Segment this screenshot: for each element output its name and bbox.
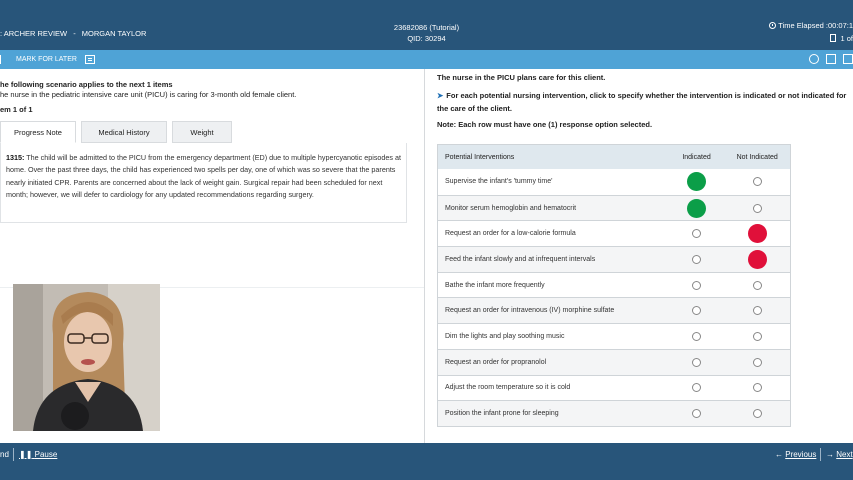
header-right xyxy=(769,19,853,45)
question-panel xyxy=(437,69,853,443)
intervention-label: Request an order for intravenous (IV) morphine sulfate xyxy=(445,307,615,315)
clock-icon xyxy=(769,22,776,29)
indicated-radio[interactable] xyxy=(692,281,701,290)
toolbar-tools xyxy=(809,54,853,64)
bottom-navigation xyxy=(0,443,853,480)
tab-medical-history[interactable]: Medical History xyxy=(81,121,167,143)
scenario-panel xyxy=(0,69,424,443)
intervention-label: Dim the lights and play soothing music xyxy=(445,332,565,340)
separator: - xyxy=(73,29,76,38)
intervention-label: Feed the infant slowly and at infrequent intervals xyxy=(445,255,596,263)
indicated-cell xyxy=(669,199,725,218)
flag-icon xyxy=(0,55,4,64)
arrow-icon: ➤ xyxy=(437,91,444,100)
col-header-not-indicated: Not Indicated xyxy=(736,153,778,161)
not-indicated-cell xyxy=(724,306,790,315)
header-center xyxy=(0,22,853,44)
indicated-cell xyxy=(669,332,725,341)
indicated-radio[interactable] xyxy=(692,383,701,392)
top-header xyxy=(0,0,853,50)
presenter-image xyxy=(13,284,160,431)
indicated-radio[interactable] xyxy=(692,306,701,315)
intervention-label: Adjust the room temperature so it is cold xyxy=(445,384,571,392)
instruction-text: For each potential nursing intervention, click to specify whether the intervention is indicated or not indicated for the care of the client. xyxy=(437,91,847,113)
indicated-radio[interactable] xyxy=(692,358,701,367)
not-indicated-radio[interactable] xyxy=(753,204,762,213)
item-counter: em 1 of 1 xyxy=(0,105,33,114)
table-row xyxy=(438,246,790,272)
question-note: Note: Each row must have one (1) response option selected. xyxy=(437,120,653,129)
indicated-radio[interactable] xyxy=(692,409,701,418)
not-indicated-radio[interactable] xyxy=(753,306,762,315)
not-indicated-radio[interactable] xyxy=(753,281,762,290)
not-indicated-cell xyxy=(724,250,790,269)
question-instruction xyxy=(437,90,853,115)
indicated-cell xyxy=(669,255,725,264)
page-counter: 1 of xyxy=(769,32,853,45)
user-name: MORGAN TAYLOR xyxy=(81,29,147,38)
note-body: The child will be admitted to the PICU from the emergency department (ED) due to multiple hypercyanotic episodes at home. Over the past three days, the child has experienced two spells per day, one of which was so severe that the parents nearly initiated CPR. Parents are concerned about the lack of weight gain. Surgical repair had been scheduled for next month; however, we will defer to cardiology for any updated recommendations regarding surgery. xyxy=(6,153,401,199)
divider xyxy=(13,448,14,461)
not-indicated-radio[interactable] xyxy=(748,250,767,269)
record-tabs xyxy=(0,121,237,143)
matrix-body xyxy=(438,169,790,426)
question-intro: The nurse in the PICU plans care for this client. xyxy=(437,73,606,82)
mark-for-later-label: MARK FOR LATER xyxy=(16,56,77,63)
indicated-radio[interactable] xyxy=(692,229,701,238)
not-indicated-radio[interactable] xyxy=(753,383,762,392)
not-indicated-cell xyxy=(724,204,790,213)
tab-progress-note[interactable]: Progress Note xyxy=(0,121,76,143)
arrow-left-icon: ← xyxy=(775,450,783,459)
gear-icon[interactable] xyxy=(809,54,819,64)
test-id: 23682086 (Tutorial) xyxy=(393,23,460,32)
webcam-video xyxy=(13,284,160,431)
col-header-indicated: Indicated xyxy=(682,153,711,161)
time-elapsed: Time Elapsed :00:07:1 xyxy=(769,19,853,32)
table-row xyxy=(438,297,790,323)
not-indicated-cell xyxy=(724,383,790,392)
previous-button[interactable]: ← Previous xyxy=(775,450,817,459)
table-row xyxy=(438,220,790,246)
not-indicated-radio[interactable] xyxy=(753,177,762,186)
not-indicated-cell xyxy=(724,224,790,243)
indicated-radio[interactable] xyxy=(692,255,701,264)
next-button[interactable]: → Next xyxy=(826,450,853,459)
end-button[interactable]: nd xyxy=(0,450,9,459)
page-icon xyxy=(830,34,836,42)
table-row xyxy=(438,349,790,375)
table-row xyxy=(438,195,790,221)
progress-note-text xyxy=(6,152,404,201)
intervention-label: Monitor serum hemoglobin and hematocrit xyxy=(445,204,577,212)
pipe-separator: : xyxy=(0,29,3,38)
not-indicated-radio[interactable] xyxy=(753,332,762,341)
table-row xyxy=(438,169,790,195)
divider xyxy=(820,448,821,461)
not-indicated-radio[interactable] xyxy=(753,358,762,367)
indicated-cell xyxy=(669,358,725,367)
calculator-icon[interactable] xyxy=(843,54,853,64)
indicated-cell xyxy=(669,172,725,191)
mark-for-later-button[interactable] xyxy=(0,55,95,64)
notes-icon[interactable] xyxy=(826,54,836,64)
note-time: 1315: xyxy=(6,153,25,162)
table-row xyxy=(438,323,790,349)
col-header-interventions: Potential Interventions xyxy=(445,153,515,161)
table-row xyxy=(438,400,790,426)
intervention-label: Request an order for propranolol xyxy=(445,358,547,366)
not-indicated-cell xyxy=(724,358,790,367)
not-indicated-radio[interactable] xyxy=(753,409,762,418)
tab-weight[interactable]: Weight xyxy=(172,121,232,143)
pause-button[interactable]: ❚❚ Pause xyxy=(19,450,58,459)
indicated-cell xyxy=(669,281,725,290)
not-indicated-radio[interactable] xyxy=(748,224,767,243)
not-indicated-cell xyxy=(724,409,790,418)
intervention-label: Request an order for a low-calorie formula xyxy=(445,230,576,238)
intervention-label: Bathe the infant more frequently xyxy=(445,281,545,289)
intervention-label: Position the infant prone for sleeping xyxy=(445,410,559,418)
breadcrumb-archer-review: ARCHER REVIEW xyxy=(3,29,68,38)
indicated-radio[interactable] xyxy=(687,172,706,191)
not-indicated-cell xyxy=(724,332,790,341)
intervention-matrix xyxy=(437,144,791,427)
indicated-cell xyxy=(669,306,725,315)
arrow-right-icon: → xyxy=(826,450,834,459)
matrix-header xyxy=(438,145,790,169)
question-id: QID: 30294 xyxy=(407,34,446,43)
vertical-divider xyxy=(424,69,425,443)
table-row xyxy=(438,375,790,401)
indicated-cell xyxy=(669,409,725,418)
list-icon[interactable] xyxy=(85,55,95,64)
scenario-applies: he following scenario applies to the next 1 items xyxy=(0,80,173,89)
indicated-cell xyxy=(669,383,725,392)
sub-toolbar xyxy=(0,50,853,69)
indicated-cell xyxy=(669,229,725,238)
progress-note-box xyxy=(0,143,407,223)
not-indicated-cell xyxy=(724,281,790,290)
scenario-text: he nurse in the pediatric intensive care unit (PICU) is caring for 3-month old female client. xyxy=(0,90,297,99)
not-indicated-cell xyxy=(724,177,790,186)
intervention-label: Supervise the infant's 'tummy time' xyxy=(445,178,553,186)
table-row xyxy=(438,272,790,298)
pause-icon: ❚❚ xyxy=(19,450,33,459)
indicated-radio[interactable] xyxy=(692,332,701,341)
indicated-radio[interactable] xyxy=(687,199,706,218)
